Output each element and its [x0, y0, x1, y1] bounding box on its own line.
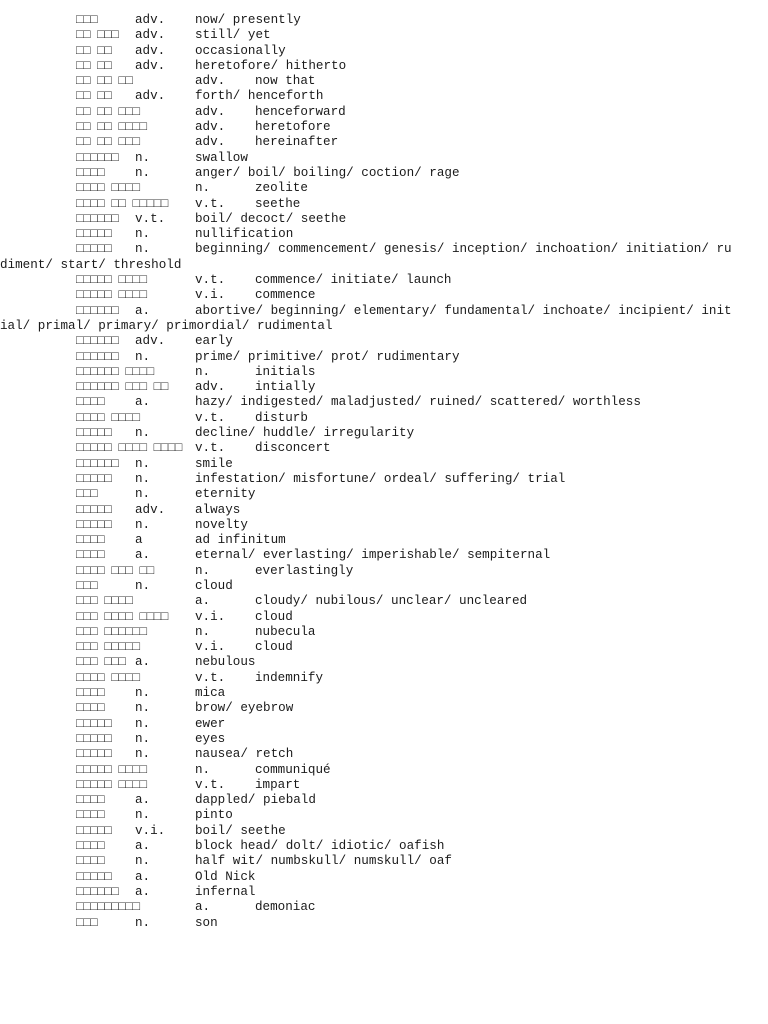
part-of-speech: v.t.	[195, 196, 226, 211]
definition: intially	[255, 380, 316, 395]
dictionary-entry	[76, 900, 736, 915]
definition: cloud	[255, 640, 293, 655]
headword: □□□□□	[76, 823, 112, 838]
headword: □□□ □□□□□□	[76, 624, 147, 639]
part-of-speech: n.	[135, 854, 151, 869]
headword: □□ □□	[76, 89, 112, 104]
definition: son	[195, 915, 218, 930]
headword: □□□□ □□□ □□	[76, 563, 154, 578]
definition: anger/ boil/ boiling/ coction/ rage	[195, 165, 460, 180]
dictionary-entry	[76, 640, 736, 655]
dictionary-entry	[76, 655, 736, 670]
part-of-speech: v.i.	[195, 609, 226, 624]
definition: ewer	[195, 716, 226, 731]
definition: boil/ decoct/ seethe	[195, 211, 347, 226]
part-of-speech: n.	[195, 624, 211, 639]
part-of-speech: n.	[135, 808, 151, 823]
definition: disconcert	[255, 441, 331, 456]
headword: □□□	[76, 487, 98, 502]
dictionary-entry	[76, 808, 736, 823]
headword: □□□□□□□□□	[76, 900, 140, 915]
headword: □□□□□	[76, 747, 112, 762]
part-of-speech: n.	[135, 701, 151, 716]
dictionary-entry	[0, 303, 736, 335]
definition: still/ yet	[195, 28, 271, 43]
part-of-speech: adv.	[135, 28, 166, 43]
dictionary-entry	[76, 380, 736, 395]
definition: now that	[255, 74, 316, 89]
dictionary-entry	[76, 717, 736, 732]
definition: zeolite	[255, 181, 308, 196]
definition: nausea/ retch	[195, 747, 294, 762]
definition: smile	[195, 456, 233, 471]
definition: nebulous	[195, 655, 256, 670]
dictionary-entry	[76, 350, 736, 365]
definition: cloud	[255, 609, 293, 624]
headword: □□□□□□	[76, 150, 119, 165]
headword: □□□□□ □□□□ □□□□	[76, 441, 182, 456]
part-of-speech: adv.	[195, 120, 226, 135]
dictionary-entry	[76, 610, 736, 625]
headword: □□□□ □□□□	[76, 670, 140, 685]
definition: everlastingly	[255, 563, 354, 578]
definition: pinto	[195, 808, 233, 823]
headword: □□□□	[76, 686, 105, 701]
part-of-speech: adv.	[195, 380, 226, 395]
definition: always	[195, 502, 241, 517]
part-of-speech: adv.	[135, 502, 166, 517]
headword: □□□□ □□□□	[76, 410, 140, 425]
headword: □□□□□	[76, 242, 112, 257]
part-of-speech: adv.	[135, 89, 166, 104]
dictionary-entry	[76, 854, 736, 869]
dictionary-entry	[76, 13, 736, 28]
dictionary-entry	[76, 120, 736, 135]
dictionary-entry	[76, 594, 736, 609]
part-of-speech: v.i.	[195, 640, 226, 655]
headword: □□□□□ □□□□	[76, 288, 147, 303]
headword: □□□□ □□ □□□□□	[76, 196, 168, 211]
dictionary-entry	[76, 135, 736, 150]
headword: □□□□□□	[76, 211, 119, 226]
headword: □□□□□ □□□□	[76, 777, 147, 792]
part-of-speech: a.	[135, 548, 151, 563]
definition: hereinafter	[255, 135, 339, 150]
definition: Old Nick	[195, 869, 256, 884]
dictionary-entry	[76, 763, 736, 778]
headword: □□□□□	[76, 426, 112, 441]
part-of-speech: adv.	[135, 58, 166, 73]
headword: □□□□□	[76, 716, 112, 731]
headword: □□□□	[76, 165, 105, 180]
part-of-speech: n.	[135, 165, 151, 180]
headword: □□□□□	[76, 869, 112, 884]
headword: □□□□□	[76, 731, 112, 746]
headword: □□ □□ □□□	[76, 104, 140, 119]
part-of-speech: a.	[135, 793, 151, 808]
headword: □□□ □□□	[76, 655, 126, 670]
definition: infestation/ misfortune/ ordeal/ suffering/ trial	[195, 471, 566, 486]
dictionary-entry	[76, 151, 736, 166]
definition: initials	[255, 364, 316, 379]
definition: swallow	[195, 150, 248, 165]
dictionary-entry	[76, 197, 736, 212]
dictionary-entry	[76, 166, 736, 181]
dictionary-entry	[76, 44, 736, 59]
part-of-speech: a.	[135, 303, 151, 318]
headword: □□□ □□□□ □□□□	[76, 609, 168, 624]
dictionary-entry	[76, 487, 736, 502]
definition: seethe	[255, 196, 301, 211]
headword: □□ □□ □□	[76, 74, 133, 89]
part-of-speech: adv.	[135, 13, 166, 27]
dictionary-entry	[76, 411, 736, 426]
dictionary-entry	[76, 671, 736, 686]
headword: □□ □□ □□□	[76, 135, 140, 150]
definition: communiqué	[255, 762, 331, 777]
definition: nubecula	[255, 624, 316, 639]
headword: □□□□□□	[76, 456, 119, 471]
dictionary-entry	[76, 564, 736, 579]
part-of-speech: n.	[195, 181, 211, 196]
headword: □□□□	[76, 839, 105, 854]
dictionary-entry	[76, 89, 736, 104]
dictionary-entry	[76, 686, 736, 701]
headword: □□□□□	[76, 227, 112, 242]
part-of-speech: a	[135, 533, 143, 548]
dictionary-entry	[76, 181, 736, 196]
part-of-speech: a.	[135, 395, 151, 410]
dictionary-entry	[0, 242, 736, 273]
definition: henceforward	[255, 104, 346, 119]
dictionary-entry	[76, 701, 736, 716]
dictionary-entry	[76, 824, 736, 839]
headword: □□□	[76, 13, 98, 27]
dictionary-entry	[76, 916, 736, 931]
part-of-speech: n.	[135, 686, 151, 701]
headword: □□□□	[76, 548, 105, 563]
dictionary-entry	[76, 457, 736, 472]
part-of-speech: adv.	[195, 74, 226, 89]
part-of-speech: adv.	[195, 135, 226, 150]
definition: commence/ initiate/ launch	[255, 273, 452, 288]
dictionary-page	[0, 13, 736, 931]
part-of-speech: v.t.	[195, 670, 226, 685]
definition: cloudy/ nubilous/ unclear/ uncleared	[255, 594, 528, 609]
headword: □□□ □□□□	[76, 594, 133, 609]
definition: now/ presently	[195, 13, 301, 27]
dictionary-entry	[76, 732, 736, 747]
definition: novelty	[195, 517, 248, 532]
part-of-speech: n.	[135, 731, 151, 746]
headword: □□□□	[76, 395, 105, 410]
definition: occasionally	[195, 43, 286, 58]
definition: infernal	[195, 884, 256, 899]
definition: prime/ primitive/ prot/ rudimentary	[195, 349, 460, 364]
part-of-speech: n.	[135, 716, 151, 731]
part-of-speech: n.	[135, 150, 151, 165]
part-of-speech: v.t.	[135, 211, 166, 226]
definition: decline/ huddle/ irregularity	[195, 426, 415, 441]
definition: forth/ henceforth	[195, 89, 324, 104]
part-of-speech: n.	[135, 227, 151, 242]
definition: heretofore	[255, 120, 331, 135]
part-of-speech: n.	[135, 915, 151, 930]
part-of-speech: a.	[135, 884, 151, 899]
headword: □□ □□	[76, 43, 112, 58]
headword: □□□	[76, 915, 98, 930]
dictionary-entry	[76, 885, 736, 900]
definition: block head/ dolt/ idiotic/ oafish	[195, 839, 445, 854]
definition: dappled/ piebald	[195, 793, 316, 808]
dictionary-entry	[76, 518, 736, 533]
part-of-speech: a.	[135, 839, 151, 854]
definition: cloud	[195, 578, 233, 593]
headword: □□□□	[76, 533, 105, 548]
part-of-speech: n.	[135, 242, 151, 257]
dictionary-entry	[76, 625, 736, 640]
part-of-speech: v.t.	[195, 777, 226, 792]
part-of-speech: adv.	[135, 334, 166, 349]
part-of-speech: a.	[195, 900, 211, 915]
dictionary-entry	[76, 105, 736, 120]
definition: brow/ eyebrow	[195, 701, 294, 716]
dictionary-entry	[76, 227, 736, 242]
definition: eternal/ everlasting/ imperishable/ sempiternal	[195, 548, 551, 563]
headword: □□□□□□	[76, 303, 119, 318]
dictionary-entry	[76, 288, 736, 303]
part-of-speech: adv.	[135, 43, 166, 58]
headword: □□□□□□	[76, 884, 119, 899]
dictionary-entry	[76, 426, 736, 441]
headword: □□ □□ □□□□	[76, 120, 147, 135]
part-of-speech: adv.	[195, 104, 226, 119]
headword: □□□ □□□□□	[76, 640, 140, 655]
part-of-speech: n.	[135, 487, 151, 502]
headword: □□□□□ □□□□	[76, 762, 147, 777]
definition: beginning/ commencement/ genesis/ inception/ inchoation/ initiation/ rudiment/ start/ threshold	[0, 242, 732, 272]
dictionary-entry	[76, 441, 736, 456]
dictionary-entry	[76, 334, 736, 349]
definition: early	[195, 334, 233, 349]
headword: □□□	[76, 578, 98, 593]
part-of-speech: v.t.	[195, 273, 226, 288]
headword: □□□□□	[76, 471, 112, 486]
definition: ad infinitum	[195, 533, 286, 548]
part-of-speech: n.	[135, 456, 151, 471]
definition: hazy/ indigested/ maladjusted/ ruined/ scattered/ worthless	[195, 395, 641, 410]
part-of-speech: n.	[135, 471, 151, 486]
headword: □□□□□	[76, 517, 112, 532]
headword: □□□□ □□□□	[76, 181, 140, 196]
dictionary-entry	[76, 273, 736, 288]
definition: impart	[255, 777, 301, 792]
dictionary-entry	[76, 793, 736, 808]
part-of-speech: v.i.	[195, 288, 226, 303]
headword: □□□□□□	[76, 349, 119, 364]
definition: heretofore/ hitherto	[195, 58, 347, 73]
headword: □□□□□	[76, 502, 112, 517]
part-of-speech: n.	[195, 762, 211, 777]
part-of-speech: n.	[135, 426, 151, 441]
headword: □□□□	[76, 854, 105, 869]
part-of-speech: a.	[135, 869, 151, 884]
headword: □□ □□	[76, 58, 112, 73]
headword: □□□□□□	[76, 334, 119, 349]
definition: commence	[255, 288, 316, 303]
headword: □□□□□□ □□□□	[76, 364, 154, 379]
dictionary-entry	[76, 533, 736, 548]
dictionary-entry	[76, 778, 736, 793]
dictionary-entry	[76, 74, 736, 89]
part-of-speech: v.t.	[195, 441, 226, 456]
dictionary-entry	[76, 870, 736, 885]
dictionary-entry	[76, 59, 736, 74]
definition: mica	[195, 686, 226, 701]
part-of-speech: n.	[195, 364, 211, 379]
part-of-speech: a.	[195, 594, 211, 609]
dictionary-entry	[76, 28, 736, 43]
definition: disturb	[255, 410, 308, 425]
definition: eyes	[195, 731, 226, 746]
definition: eternity	[195, 487, 256, 502]
definition: half wit/ numbskull/ numskull/ oaf	[195, 854, 452, 869]
headword: □□ □□□	[76, 28, 119, 43]
definition: abortive/ beginning/ elementary/ fundamental/ inchoate/ incipient/ initial/ primal/ primary/ primordial/ rudimental	[0, 303, 732, 333]
part-of-speech: n.	[135, 747, 151, 762]
definition: nullification	[195, 227, 294, 242]
part-of-speech: n.	[135, 349, 151, 364]
definition: demoniac	[255, 900, 316, 915]
headword: □□□□	[76, 701, 105, 716]
dictionary-entry	[76, 395, 736, 410]
headword: □□□□□□ □□□ □□	[76, 380, 168, 395]
dictionary-entry	[76, 472, 736, 487]
headword: □□□□	[76, 808, 105, 823]
part-of-speech: a.	[135, 655, 151, 670]
dictionary-entry	[76, 579, 736, 594]
dictionary-entry	[76, 503, 736, 518]
part-of-speech: n.	[195, 563, 211, 578]
definition: boil/ seethe	[195, 823, 286, 838]
part-of-speech: n.	[135, 517, 151, 532]
part-of-speech: n.	[135, 578, 151, 593]
dictionary-entry	[76, 548, 736, 563]
headword: □□□□□ □□□□	[76, 273, 147, 288]
dictionary-entry	[76, 212, 736, 227]
dictionary-entry	[76, 839, 736, 854]
dictionary-entry	[76, 365, 736, 380]
part-of-speech: v.t.	[195, 410, 226, 425]
headword: □□□□	[76, 793, 105, 808]
definition: indemnify	[255, 670, 324, 685]
part-of-speech: v.i.	[135, 823, 166, 838]
dictionary-entry	[76, 747, 736, 762]
